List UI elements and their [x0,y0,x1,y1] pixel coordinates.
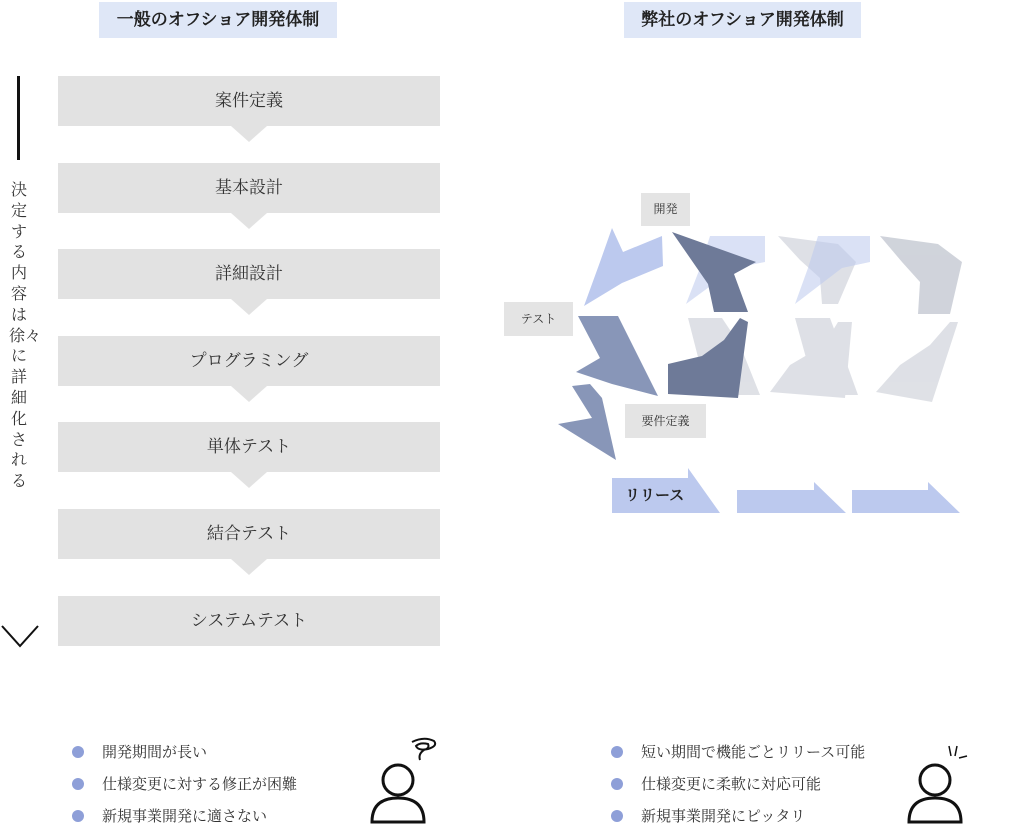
benefits-list [611,740,865,836]
step-basic-design: 基本設計 [58,163,440,213]
cycle-arrow-req-to-test [576,316,658,396]
list-item [611,772,865,804]
list-item-text: 短い期間で機能ごとリリース可能 [641,743,866,761]
cycle-label-test: テスト [504,302,573,336]
bullet-dot [72,746,84,758]
cycle-arrow-entry [558,384,616,460]
release-label: リリース [625,486,685,504]
cycle-arrow [880,236,962,314]
list-item [72,772,297,804]
title-general-offshore: 一般のオフショア開発体制 [99,2,337,38]
cycle-label-development: 開発 [641,193,690,226]
list-item-text: 仕様変更に柔軟に対応可能 [641,775,822,793]
cycle-label-requirements: 要件定義 [625,404,706,438]
drawbacks-list [72,740,297,836]
bullet-dot [611,810,623,822]
list-item [72,804,297,836]
bullet-dot [72,778,84,790]
step-detailed-design: 詳細設計 [58,249,440,299]
step-integration-test: 結合テスト [58,509,440,559]
step-system-test: システムテスト [58,596,440,646]
step-requirements: 案件定義 [58,76,440,126]
list-item [611,740,865,772]
cycle-arrow [876,322,958,402]
bullet-dot [72,810,84,822]
person-happy-icon [905,742,975,824]
person-confused-icon [368,732,440,824]
release-arrow-3 [852,482,960,513]
list-item [611,804,865,836]
list-item-text: 開発期間が長い [102,743,208,761]
step-unit-test: 単体テスト [58,422,440,472]
release-arrow-2 [737,482,846,513]
title-our-offshore: 弊社のオフショア開発体制 [624,2,861,38]
list-item-text: 新規事業開発にピッタリ [641,807,806,825]
list-item-text: 新規事業開発に適さない [102,807,268,825]
list-item [72,740,297,772]
side-note: 決定する内容は徐々に詳細化される [9,180,42,491]
step-programming: プログラミング [58,336,440,386]
list-item-text: 仕様変更に対する修正が困難 [102,775,298,793]
bullet-dot [611,746,623,758]
cycle-arrow-test-to-dev [584,228,663,306]
bullet-dot [611,778,623,790]
